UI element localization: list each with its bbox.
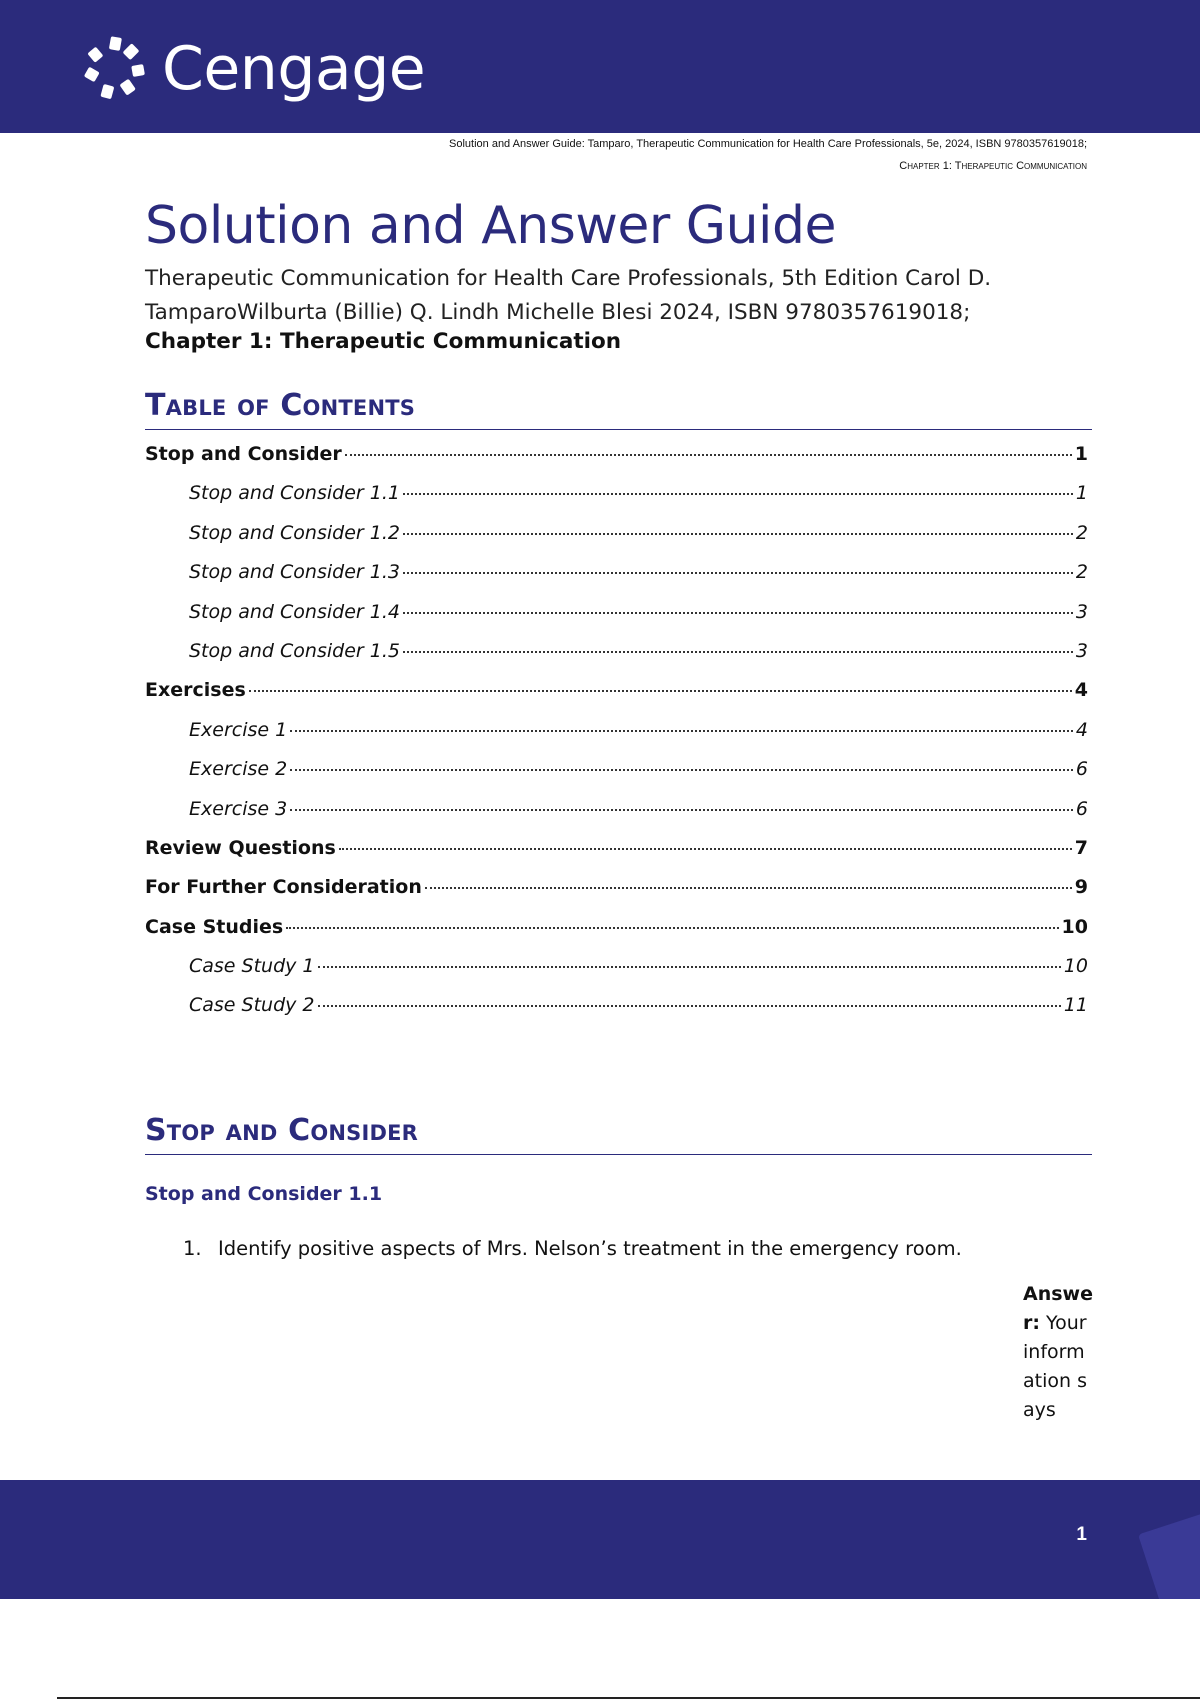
bottom-divider — [57, 1697, 1200, 1699]
toc-entry[interactable] — [145, 994, 1088, 1033]
question-text: Identify positive aspects of Mrs. Nelson’s treatment in the emergency room. — [218, 1237, 962, 1260]
toc-entry-page: 10 — [1063, 955, 1088, 978]
toc-entry[interactable] — [145, 719, 1088, 758]
toc-entry[interactable] — [145, 955, 1088, 994]
toc-dot-leader — [290, 769, 1073, 771]
toc-dot-leader — [425, 887, 1072, 889]
toc-entry-label: Exercises — [145, 679, 246, 702]
toc-entry[interactable] — [145, 561, 1088, 600]
cengage-logo[interactable] — [82, 34, 425, 104]
toc-entry-label: Case Study 2 — [189, 994, 315, 1017]
toc-entry-label: For Further Consideration — [145, 876, 422, 899]
document-title: Solution and Answer Guide — [145, 196, 836, 256]
footer-decoration — [1138, 1510, 1200, 1599]
toc-entry-page: 10 — [1061, 915, 1088, 938]
toc-entry-page: 6 — [1075, 797, 1088, 820]
toc-entry[interactable] — [145, 798, 1088, 837]
toc-dot-leader — [249, 690, 1072, 692]
toc-entry-label: Stop and Consider 1.3 — [189, 561, 400, 584]
toc-entry[interactable] — [145, 522, 1088, 561]
toc-dot-leader — [318, 966, 1061, 968]
question-item — [183, 1237, 962, 1260]
toc-dot-leader — [318, 1005, 1061, 1007]
answer-block — [1023, 1280, 1093, 1425]
toc-entry-label: Stop and Consider — [145, 443, 342, 465]
toc-dot-leader — [290, 730, 1073, 732]
toc-dot-leader — [403, 533, 1073, 535]
toc-entry-page: 1 — [1075, 482, 1088, 505]
toc-entry-label: Stop and Consider 1.2 — [189, 521, 400, 544]
toc-dot-leader — [286, 927, 1058, 929]
cengage-logo-icon — [82, 35, 150, 103]
toc-heading: Table of Contents — [145, 388, 1092, 430]
table-of-contents — [145, 443, 1088, 1034]
brand-name: Cengage — [162, 34, 426, 104]
toc-entry[interactable] — [145, 679, 1088, 718]
running-chapter: Chapter 1: Therapeutic Communication — [899, 160, 1087, 172]
toc-entry-page: 6 — [1075, 758, 1088, 781]
toc-entry-label: Exercise 2 — [189, 758, 288, 781]
toc-entry[interactable] — [145, 601, 1088, 640]
page-number: 1 — [1076, 1524, 1087, 1545]
document-subtitle: Therapeutic Communication for Health Care Professionals, 5th Edition Carol D. TamparoWilburta (Billie) Q. Lindh Michelle Blesi 2024, ISBN 9780357619018; — [145, 266, 992, 325]
section-heading: Stop and Consider — [145, 1113, 1092, 1155]
toc-dot-leader — [403, 493, 1073, 495]
toc-entry-page: 11 — [1063, 994, 1088, 1017]
toc-entry-page: 4 — [1075, 718, 1088, 741]
toc-entry[interactable] — [145, 758, 1088, 797]
toc-entry-label: Exercise 3 — [189, 797, 288, 820]
toc-entry-label: Stop and Consider 1.4 — [189, 600, 400, 623]
toc-entry-page: 2 — [1075, 561, 1088, 584]
toc-dot-leader — [403, 572, 1073, 574]
question-number: 1. — [183, 1237, 202, 1260]
toc-entry-page: 9 — [1074, 876, 1088, 899]
toc-entry-page: 3 — [1075, 600, 1088, 623]
toc-dot-leader — [345, 454, 1072, 456]
toc-dot-leader — [403, 651, 1073, 653]
answer-label: Answer: — [1023, 1283, 1093, 1334]
toc-entry-page: 1 — [1074, 443, 1088, 465]
toc-entry[interactable] — [145, 443, 1088, 482]
running-header — [449, 133, 1087, 177]
toc-entry-label: Stop and Consider 1.1 — [189, 482, 400, 505]
toc-entry[interactable] — [145, 640, 1088, 679]
toc-entry-page: 4 — [1074, 679, 1088, 702]
header-banner — [0, 0, 1200, 133]
running-title: Solution and Answer Guide: Tamparo, Therapeutic Communication for Health Care Professionals, 5e, 2024, ISBN 9780357619018; — [449, 138, 1087, 150]
section-subheading: Stop and Consider 1.1 — [145, 1183, 383, 1205]
toc-dot-leader — [290, 809, 1073, 811]
toc-entry[interactable] — [145, 482, 1088, 521]
toc-entry-label: Case Study 1 — [189, 955, 315, 978]
toc-entry-label: Stop and Consider 1.5 — [189, 639, 400, 662]
toc-entry-label: Case Studies — [145, 915, 284, 938]
footer-banner — [0, 1480, 1200, 1599]
toc-entry[interactable] — [145, 876, 1088, 915]
toc-entry-page: 3 — [1075, 639, 1088, 662]
document-chapter: Chapter 1: Therapeutic Communication — [145, 329, 622, 354]
toc-entry-page: 2 — [1075, 521, 1088, 544]
answer-text: Your information says — [1023, 1312, 1087, 1421]
toc-dot-leader — [339, 848, 1072, 850]
toc-entry-label: Exercise 1 — [189, 718, 288, 741]
toc-entry[interactable] — [145, 916, 1088, 955]
toc-entry-label: Review Questions — [145, 836, 336, 859]
toc-entry[interactable] — [145, 837, 1088, 876]
toc-entry-page: 7 — [1074, 836, 1088, 859]
toc-dot-leader — [403, 612, 1073, 614]
